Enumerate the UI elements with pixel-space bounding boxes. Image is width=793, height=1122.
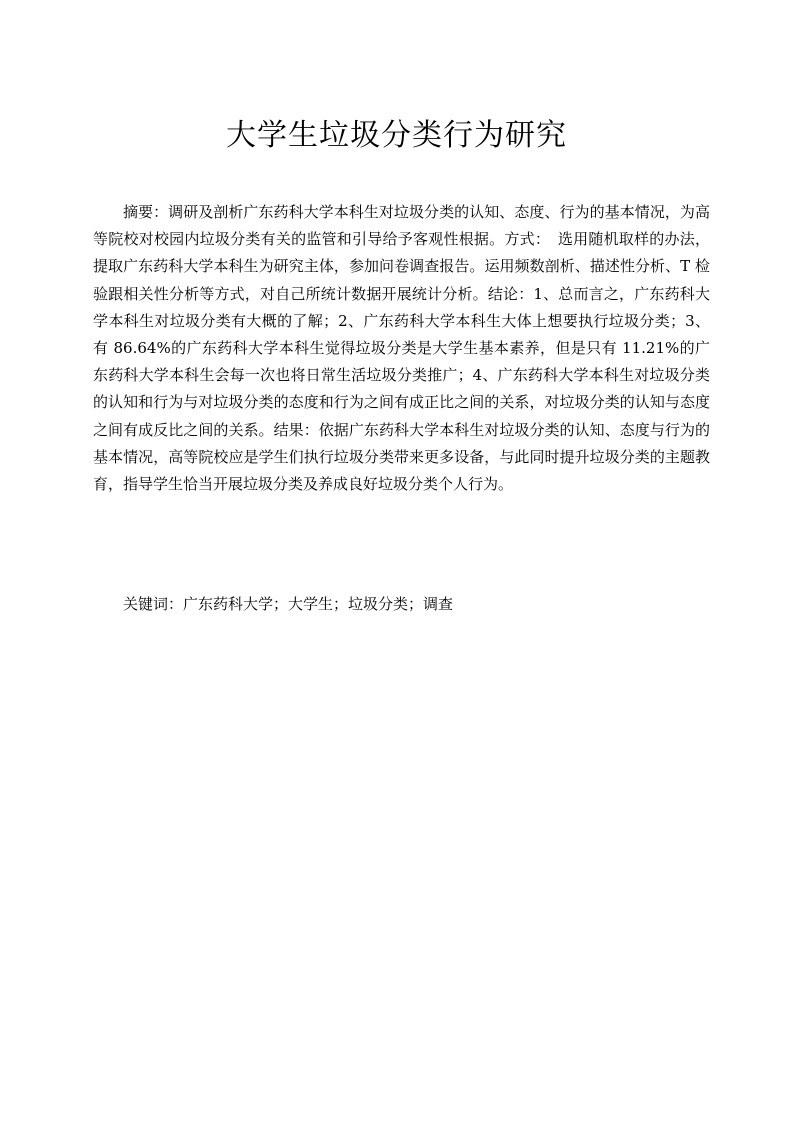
abstract-paragraph xyxy=(93,199,710,498)
keywords-paragraph xyxy=(93,591,710,618)
abstract-label: 摘要： xyxy=(123,203,169,221)
abstract-text: 调研及剖析广东药科大学本科生对垃圾分类的认知、态度、行为的基本情况，为高等院校对校园内垃圾分类有关的监管和引导给予客观性根据。方式： 选用随机取样的办法，提取广东药科大学本科生为研究主体，参加问卷调查报告。运用频数剖析、描述性分析、T 检验跟相关性分析等方式，对自己所统计数据开展统计分析。结论：1、总而言之，广东药科大学本科生对垃圾分类有大概的了解；2、广东药科大学本科生大体上想要执行垃圾分类；3、有 86.64%的广东药科大学本科生觉得垃圾分类是大学生基本素养，但是只有 11.21%的广东药科大学本科生会每一次也将日常生活垃圾分类推广；4、广东药科大学本科生对垃圾分类的认知和行为与对垃圾分类的态度和行为之间有成正比之间的关系，对垃圾分类的认知与态度之间有成反比之间的关系。结果：依据广东药科大学本科生对垃圾分类的认知、态度与行为的基本情况，高等院校应是学生们执行垃圾分类带来更多设备，与此同时提升垃圾分类的主题教育，指导学生恰当开展垃圾分类及养成良好垃圾分类个人行为。 xyxy=(93,203,710,494)
keywords-label: 关键词： xyxy=(123,595,184,613)
document-title: 大学生垃圾分类行为研究 xyxy=(226,118,567,153)
keywords-text: 广东药科大学；大学生；垃圾分类；调查 xyxy=(183,595,454,613)
